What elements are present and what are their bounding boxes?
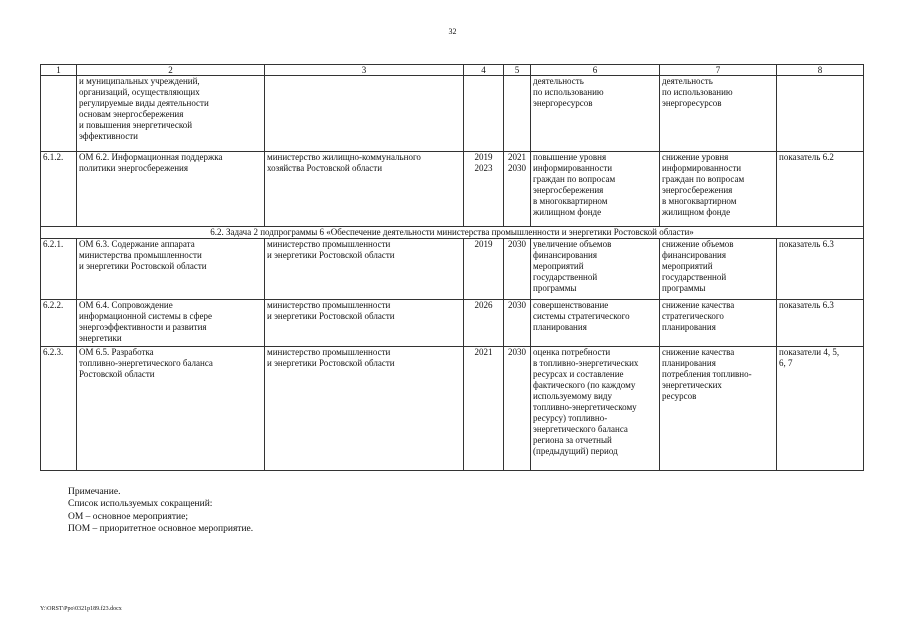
column-number: 6 [531, 65, 660, 76]
cell-consequences: снижение качества планирования потребления топливно- энергетических ресурсов [660, 347, 777, 471]
cell-measure: и муниципальных учреждений, организаций, осуществляющих регулируемые виды деятельности основам энергосбережения и повышения энергетической эффективности [77, 76, 265, 152]
table-row-6-2-3 [41, 347, 864, 471]
cell-number [41, 76, 77, 152]
abbreviations-title: Список используемых сокращений: [68, 499, 213, 510]
cell-start-year: 2019 2023 [464, 152, 504, 227]
cell-number: 6.2.1. [41, 239, 77, 300]
table-row-6-2-1 [41, 239, 864, 300]
page-number: 32 [448, 27, 457, 36]
abbreviation-om: ОМ – основное мероприятие; [68, 511, 188, 522]
cell-start-year [464, 76, 504, 152]
cell-consequences: снижение уровня информированности граждан по вопросам энергосбережения в многоквартирном жилищном фонде [660, 152, 777, 227]
cell-start-year: 2021 [464, 347, 504, 471]
column-number: 2 [77, 65, 265, 76]
cell-measure: ОМ 6.3. Содержание аппарата министерства промышленности и энергетики Ростовской области [77, 239, 265, 300]
cell-measure: ОМ 6.2. Информационная поддержка политики энергосбережения [77, 152, 265, 227]
task-heading-row [41, 227, 864, 239]
cell-number: 6.2.2. [41, 300, 77, 347]
cell-expected-result: увеличение объемов финансирования мероприятий государственной программы [531, 239, 660, 300]
cell-executor [265, 76, 464, 152]
cell-end-year: 2021 2030 [504, 152, 531, 227]
column-number: 4 [464, 65, 504, 76]
notes-title: Примечание. [68, 487, 121, 497]
column-number: 1 [41, 65, 77, 76]
table-row-continuation [41, 76, 864, 152]
column-number: 3 [265, 65, 464, 76]
cell-expected-result: деятельность по использованию энергоресурсов [531, 76, 660, 152]
cell-number: 6.1.2. [41, 152, 77, 227]
cell-end-year [504, 76, 531, 152]
column-number-row [41, 65, 864, 76]
cell-expected-result: оценка потребности в топливно-энергетических ресурсах и составление фактического (по каждому используемому виду топливно-энергетическому ресурсу) топливно- энергетического баланса региона за отчетный (предыдущий) период [531, 347, 660, 471]
cell-indicators: показатель 6.3 [777, 300, 864, 347]
cell-indicators: показатель 6.2 [777, 152, 864, 227]
cell-executor: министерство промышленности и энергетики Ростовской области [265, 347, 464, 471]
cell-number: 6.2.3. [41, 347, 77, 471]
cell-measure: ОМ 6.5. Разработка топливно-энергетического баланса Ростовской области [77, 347, 265, 471]
cell-expected-result: повышение уровня информированности граждан по вопросам энергосбережения в многоквартирном жилищном фонде [531, 152, 660, 227]
cell-end-year: 2030 [504, 347, 531, 471]
cell-indicators: показатель 6.3 [777, 239, 864, 300]
task-heading: 6.2. Задача 2 подпрограммы 6 «Обеспечение деятельности министерства промышленности и энергетики Ростовской области» [41, 227, 864, 239]
footer-file-path: Y:\ORST\Ppo\0321p189.f23.docx [40, 606, 122, 612]
cell-indicators [777, 76, 864, 152]
cell-expected-result: совершенствование системы стратегического планирования [531, 300, 660, 347]
table-row-6-2-2 [41, 300, 864, 347]
cell-end-year: 2030 [504, 300, 531, 347]
cell-executor: министерство жилищно-коммунального хозяйства Ростовской области [265, 152, 464, 227]
column-number: 7 [660, 65, 777, 76]
cell-indicators: показатели 4, 5, 6, 7 [777, 347, 864, 471]
column-number: 8 [777, 65, 864, 76]
measures-table [40, 64, 864, 471]
cell-consequences: снижение объемов финансирования мероприятий государственной программы [660, 239, 777, 300]
cell-consequences: деятельность по использованию энергоресурсов [660, 76, 777, 152]
cell-start-year: 2026 [464, 300, 504, 347]
abbreviation-pom: ПОМ – приоритетное основное мероприятие. [68, 523, 254, 534]
column-number: 5 [504, 65, 531, 76]
cell-start-year: 2019 [464, 239, 504, 300]
cell-consequences: снижение качества стратегического планирования [660, 300, 777, 347]
table-row-6-1-2 [41, 152, 864, 227]
notes [68, 486, 253, 535]
cell-executor: министерство промышленности и энергетики Ростовской области [265, 300, 464, 347]
cell-executor: министерство промышленности и энергетики Ростовской области [265, 239, 464, 300]
cell-end-year: 2030 [504, 239, 531, 300]
cell-measure: ОМ 6.4. Сопровождение информационной системы в сфере энергоэффективности и развития энергетики [77, 300, 265, 347]
